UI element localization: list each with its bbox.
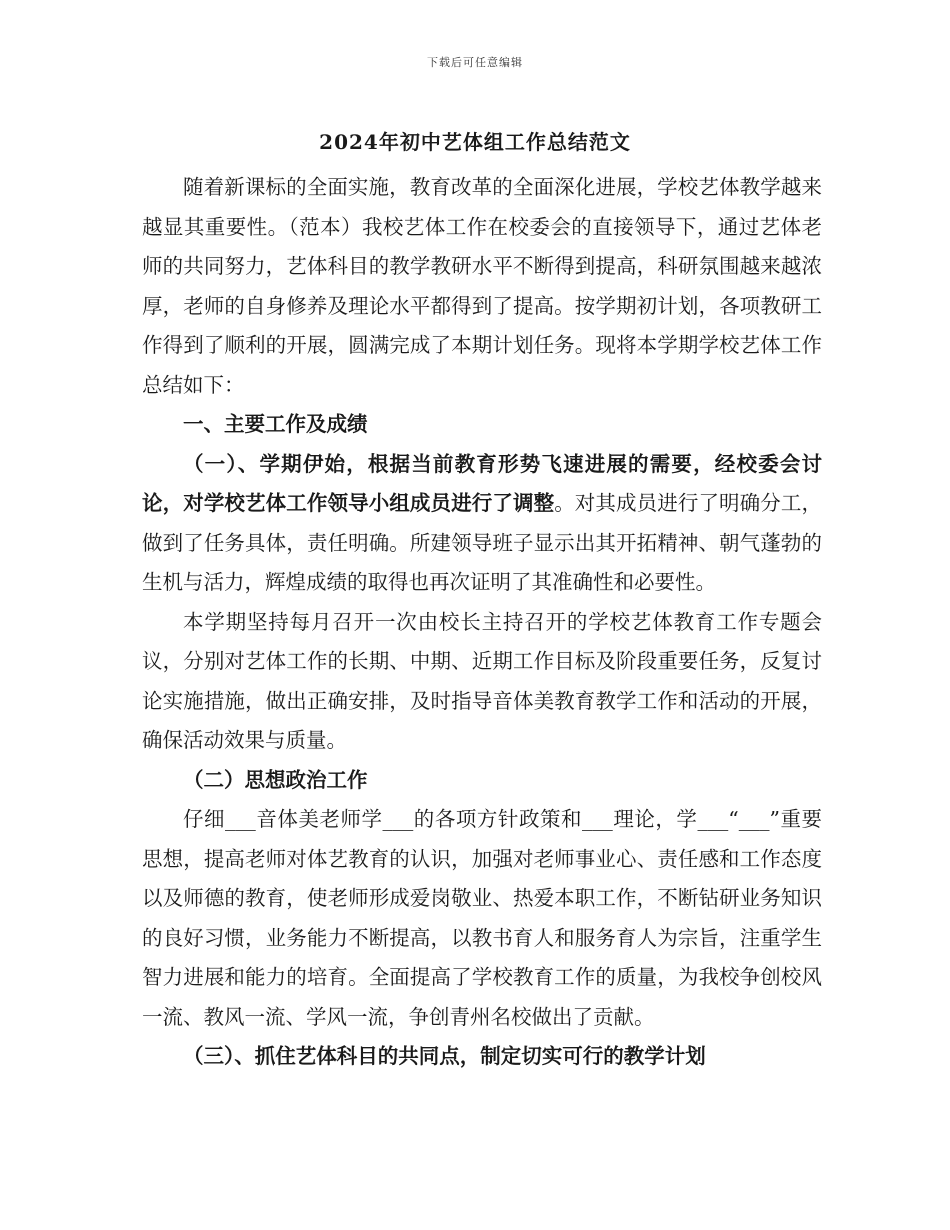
- subsection-1-paragraph: [142, 445, 822, 603]
- document-title: 2024年初中艺体组工作总结范文: [319, 130, 631, 154]
- subsection-1-heading: （一）、学期伊始，根据当前教育形势飞速进展的需要，经校委会讨论，对学校艺体工作领导小组成员进行了调整: [142, 451, 822, 515]
- meetings-paragraph: 本学期坚持每月召开一次由校长主持召开的学校艺体教育工作专题会议，分别对艺体工作的长期、中期、近期工作目标及阶段重要任务，反复讨论实施措施，做出正确安排，及时指导音体美教育教学工作和活动的开展，确保活动效果与质量。: [142, 609, 822, 752]
- header-note: 下载后可任意编辑: [427, 56, 523, 69]
- subsection-2-heading: （二）思想政治工作: [183, 767, 368, 792]
- intro-paragraph: 随着新课标的全面实施，教育改革的全面深化进展，学校艺体教学越来越显其重要性。（范本）我校艺体工作在校委会的直接领导下，通过艺体老师的共同努力，艺体科目的教学教研水平不断得到提高，科研氛围越来越浓厚，老师的自身修养及理论水平都得到了提高。按学期初计划，各项教研工作得到了顺利的开展，圆满完成了本期计划任务。现将本学期学校艺体工作总结如下：: [142, 175, 822, 397]
- section-heading-main-work: 一、主要工作及成绩: [183, 412, 368, 436]
- subsection-1-text: 。对其成员进行了明确分工，做到了任务具体，责任明确。所建领导班子显示出其开拓精神、朝气蓬勃的生机与活力，辉煌成绩的取得也再次证明了其准确性和必要性。: [142, 491, 822, 594]
- subsection-3-heading: （三）、抓住艺体科目的共同点，制定切实可行的教学计划: [183, 1044, 706, 1068]
- document-body: [142, 168, 822, 1077]
- political-work-paragraph: 仔细___音体美老师学___的各项方针政策和___理论，学___“___”重要思想，提高老师对体艺教育的认识，加强对老师事业心、责任感和工作态度以及师德的教育，使老师形成爱岗敬业、热爱本职工作，不断钻研业务知识的良好习惯，业务能力不断提高，以教书育人和服务育人为宗旨，注重学生智力进展和能力的培育。全面提高了学校教育工作的质量，为我校争创校风一流、教风一流、学风一流，争创青州名校做出了贡献。: [142, 807, 822, 1029]
